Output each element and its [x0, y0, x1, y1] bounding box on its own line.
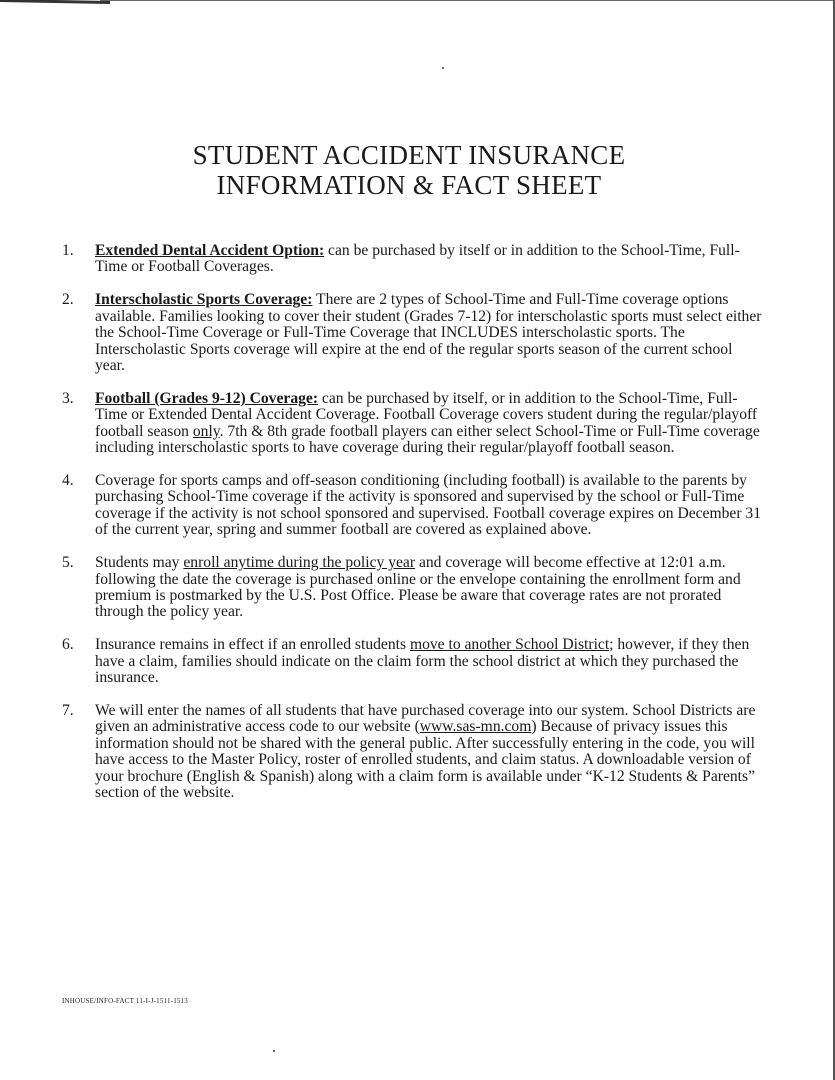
- item-text: Coverage for sports camps and off-season conditioning (including football) is available to the parents by purchasing School-Time coverage if the activity is sponsored and supervised by the school or Full-Time coverage if the activity is not school sponsored and supervised. Football coverage expires on December 31 of the current year, spring and summer football are covered as explained above.: [95, 471, 762, 539]
- item-text: There are 2 types of School-Time and Full-Time coverage options available. Families looking to cover their student (Grades 7-12) for interscholastic sports must select either the School-Time Coverage or Full-Time Coverage that INCLUDES interscholastic sports. The Interscholastic Sports coverage will expire at the end of the regular sports season of the current school year.: [95, 291, 762, 374]
- scan-speck: [442, 67, 444, 69]
- item-number: 1.: [62, 242, 74, 259]
- item-heading: Interscholastic Sports Coverage:: [95, 291, 313, 309]
- fact-item-2: [62, 292, 762, 374]
- item-underlined-text: enroll anytime during the policy year: [183, 554, 416, 572]
- item-underlined-text: move to another School District: [409, 636, 610, 654]
- document-title: [0, 140, 818, 200]
- item-text: Students may: [95, 554, 184, 572]
- fact-item-1: [62, 243, 762, 276]
- form-code-footer: INHOUSE/INFO-FACT 11-I-J-1511-1513: [62, 997, 188, 1005]
- item-number: 5.: [62, 554, 74, 572]
- fact-list: [62, 243, 762, 818]
- item-heading: Extended Dental Accident Option:: [95, 242, 325, 259]
- title-line-2: INFORMATION & FACT SHEET: [216, 170, 602, 200]
- fact-item-6: [62, 637, 762, 686]
- title-line-1: STUDENT ACCIDENT INSURANCE: [192, 140, 626, 170]
- item-text: ; however, if they then have a claim, families should indicate on the claim form the school district at which they purchased the insurance.: [95, 636, 750, 687]
- item-text: ) Because of privacy issues this information should not be shared with the general public. After successfully entering in the code, you will have access to the Master Policy, roster of enrolled students, and claim status. A downloadable version of your brochure (English & Spanish) along with a claim form is available under “K-12 Students & Parents” section of the website.: [95, 718, 755, 801]
- item-text: We will enter the names of all students that have purchased coverage into our system. School Districts are given an administrative access code to our website (: [95, 701, 756, 736]
- scan-speck: [273, 1050, 275, 1052]
- item-text: Insurance remains in effect if an enrolled students: [95, 636, 410, 654]
- item-text: and coverage will become effective at 12:01 a.m. following the date the coverage is purchased online or the envelope containing the enrollment form and premium is postmarked by the U.S. Post Office. Please be aware that coverage rates are not prorated through the policy year.: [95, 554, 741, 621]
- item-number: 2.: [62, 291, 74, 309]
- item-text: . 7th & 8th grade football players can either select School-Time or Full-Time coverage including interscholastic sports to have coverage during their regular/playoff football season.: [95, 422, 760, 457]
- scan-top-border: [100, 0, 835, 1]
- website-link[interactable]: www.sas-mn.com: [419, 718, 532, 736]
- item-heading: Football (Grades 9-12) Coverage:: [95, 389, 319, 407]
- scan-edge-mark: [0, 0, 110, 9]
- item-underlined-text: only: [192, 422, 220, 440]
- item-number: 6.: [62, 636, 74, 654]
- item-number: 3.: [62, 389, 74, 407]
- fact-item-5: [62, 555, 762, 621]
- fact-item-3: [62, 391, 762, 457]
- item-text: can be purchased by itself, or in addition to the School-Time, Full-Time or Extended Dental Accident Coverage. Football Coverage covers student during the regular/playoff football season: [95, 389, 758, 440]
- fact-item-4: [62, 473, 762, 539]
- item-number: 4.: [62, 471, 74, 489]
- item-text: can be purchased by itself or in addition to the School-Time, Full-Time or Football Coverages.: [95, 242, 740, 276]
- item-number: 7.: [62, 701, 74, 719]
- fact-item-7: [62, 703, 762, 801]
